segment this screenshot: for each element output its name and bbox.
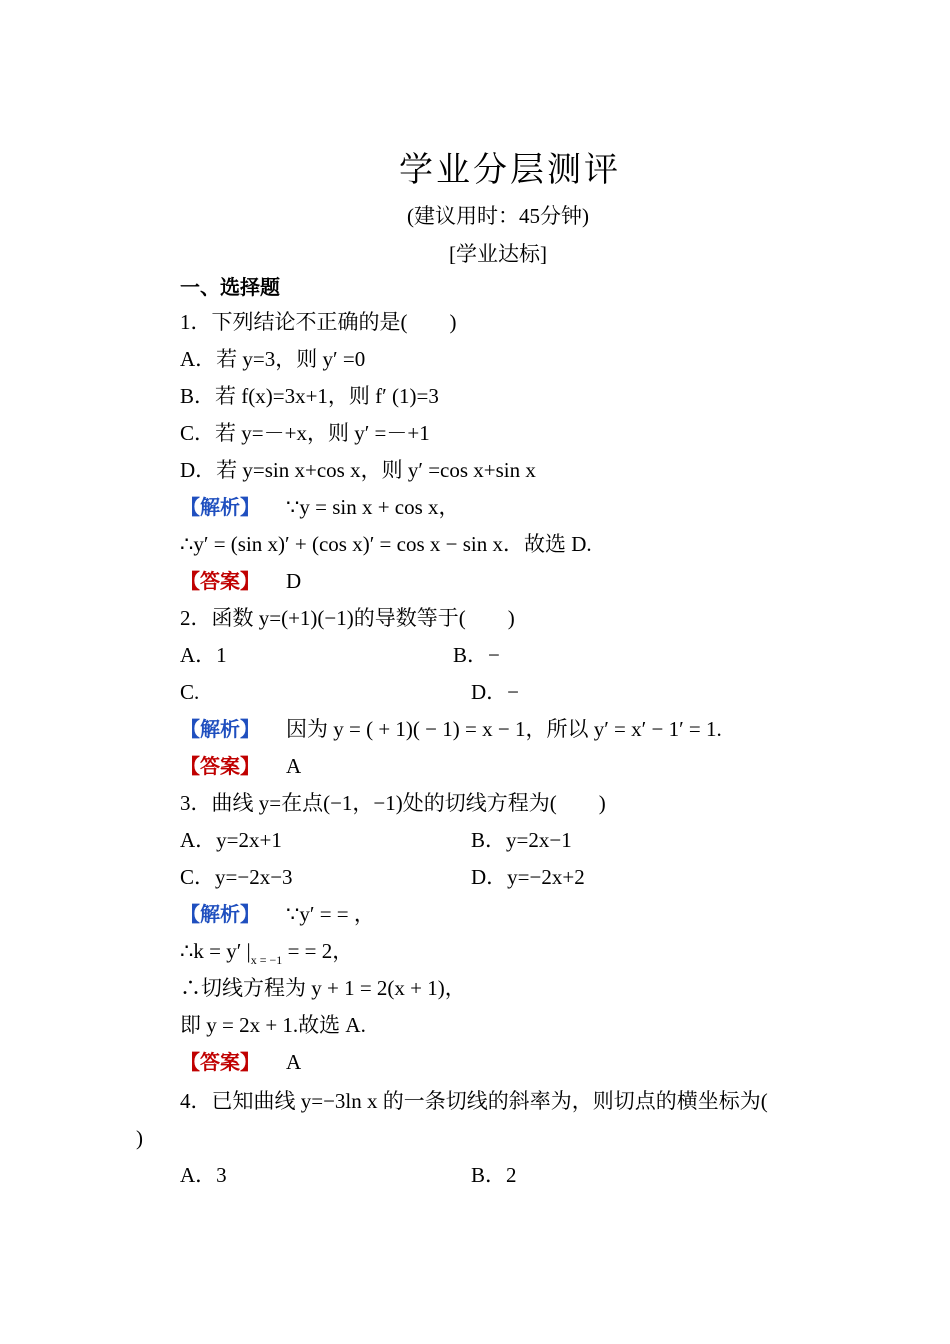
q1-answer xyxy=(180,567,301,595)
section-tag: [学业达标] xyxy=(449,242,547,266)
answer-tag: 【答案】 xyxy=(180,1050,260,1074)
q2-answer-value: A xyxy=(286,754,302,778)
q1-answer-value: D xyxy=(286,569,302,593)
q1-option-b: B．若 f(x)=3x+1，则 f′ (1)=3 xyxy=(180,384,439,408)
q3-option-c: C．y=−2x−3 xyxy=(180,865,293,889)
q2-analysis-text: 因为 y = ( + 1)( − 1) = x − 1，所以 y′ = x′ − 1′ = 1. xyxy=(286,717,722,741)
q3-answer xyxy=(180,1048,301,1076)
analysis-tag: 【解析】 xyxy=(180,717,260,741)
q2-option-d: D．− xyxy=(471,680,520,704)
q1-option-d: D．若 y=sin x+cos x，则 y′ =cos x+sin x xyxy=(180,458,536,482)
q3-analysis-line2 xyxy=(180,937,353,974)
q3-analysis-line2-tail: = = 2， xyxy=(282,939,354,963)
q1-option-a: A．若 y=3，则 y′ =0 xyxy=(180,347,366,371)
q2-stem: 2．函数 y=(+1)(−1)的导数等于( ) xyxy=(180,606,515,630)
q3-analysis xyxy=(180,900,375,928)
answer-tag: 【答案】 xyxy=(180,569,260,593)
q3-answer-value: A xyxy=(286,1050,302,1074)
answer-tag: 【答案】 xyxy=(180,754,260,778)
q1-analysis xyxy=(180,493,460,521)
q3-analysis-line4: 即 y = 2x + 1.故选 A. xyxy=(180,1013,366,1037)
part-heading: 一、选择题 xyxy=(180,275,280,299)
q2-option-a: A．1 xyxy=(180,643,227,667)
q2-answer xyxy=(180,752,301,780)
q1-analysis-line2: ∴y′ = (sin x)′ + (cos x)′ = cos x − sin x．故选 D. xyxy=(180,532,592,556)
q3-analysis-line2-main: ∴k = y′ | xyxy=(180,939,251,963)
analysis-tag: 【解析】 xyxy=(180,902,260,926)
q1-analysis-text: ∵y = sin x + cos x， xyxy=(286,495,460,519)
q4-stem: 4．已知曲线 y=−3ln x 的一条切线的斜率为，则切点的横坐标为( xyxy=(180,1089,768,1113)
analysis-tag: 【解析】 xyxy=(180,495,260,519)
q1-stem: 1．下列结论不正确的是( ) xyxy=(180,310,457,334)
q3-analysis-text: ∵y′ = = ， xyxy=(286,902,375,926)
q3-stem: 3．曲线 y=在点(−1，−1)处的切线方程为( ) xyxy=(180,791,606,815)
q3-option-d: D．y=−2x+2 xyxy=(471,865,585,889)
q3-option-b: B．y=2x−1 xyxy=(471,828,572,852)
q3-option-a: A．y=2x+1 xyxy=(180,828,282,852)
q1-option-c: C．若 y=－+x，则 y′ =－+1 xyxy=(180,421,430,445)
q2-option-b: B．− xyxy=(453,643,500,667)
q3-analysis-line2-subscript: x = −1 xyxy=(250,953,283,967)
q4-option-b: B．2 xyxy=(471,1163,517,1187)
q3-analysis-line3: ∴切线方程为 y + 1 = 2(x + 1)， xyxy=(180,976,466,1000)
q2-analysis xyxy=(180,715,722,743)
time-hint: (建议用时：45分钟) xyxy=(407,204,589,228)
q4-option-a: A．3 xyxy=(180,1163,227,1187)
q2-option-c: C. xyxy=(180,680,200,704)
q4-stem-cont: ) xyxy=(136,1126,143,1150)
page-title: 学业分层测评 xyxy=(399,150,621,190)
